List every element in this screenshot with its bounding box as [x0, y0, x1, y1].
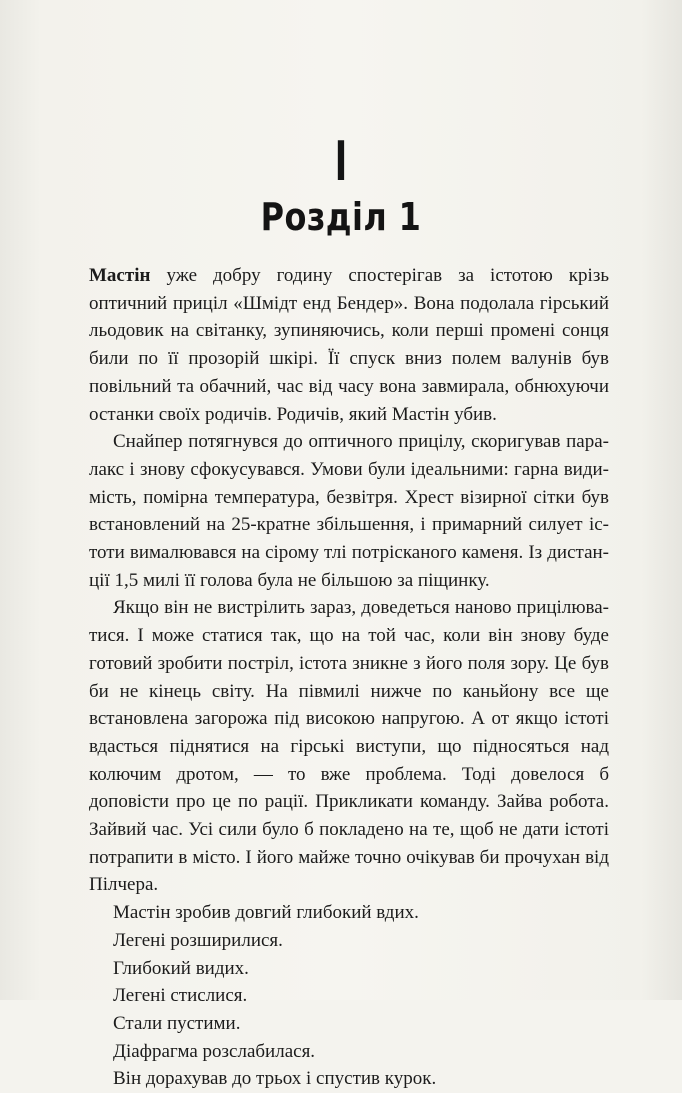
- short-line: Він дорахував до трьох і спустив курок.: [113, 1068, 437, 1090]
- chapter-title: Розділ 1: [260, 195, 422, 239]
- short-line: Стали пустими.: [113, 1012, 241, 1034]
- short-line: Легені розширилися.: [113, 929, 283, 951]
- chapter-body: [89, 262, 609, 1093]
- paragraph-1-text: уже добру годину спостерігав за істотою крізь оптичний приціл «Шмідт енд Бендер». Вона подолала гірський льодовик на світанку, зупиняючись, коли перші промені сонця били по її прозорій шкірі. Її спуск вниз полем валунів був повільний та обачний, час від часу вона завмирала, обнюхуючи останки своїх родичів. Родичів, який Мастін убив.: [89, 265, 609, 425]
- short-line: Легені стислися.: [113, 985, 248, 1007]
- paragraph-1: [89, 262, 609, 428]
- paragraph-2: Снайпер потягнувся до оптичного прицілу, скоригував паралакс і знову сфокусувався. Умови були ідеальними: гарна видимість, помірна температура, безвітря. Хрест візирної сітки був встановлений на 25-кратне збільшення, і примарний силует істоти вималювався на сірому тлі потрісканого каменя. Із дистанції 1,5 милі її голова була не більшою за піщинку.: [89, 431, 609, 591]
- short-line: Діафрагма розслабилася.: [113, 1040, 316, 1062]
- short-line: Глибокий видих.: [113, 957, 249, 979]
- chapter-number: I: [334, 130, 348, 193]
- paragraph-3: Якщо він не вистрілить зараз, доведеться наново прицілюватися. І може статися так, що на той час, коли він знову буде готовий зробити постріл, істота зникне з його поля зору. Це був би не кінець світу. На півмилі нижче по каньйону все ще встановлена загорожа під високою напругою. А от якщо істоті вдасться піднятися на гірські виступи, що підносяться над колючим дротом, — то вже проблема. Тоді довелося б доповісти про це по рації. Прикликати команду. Зайва робота. Зайвий час. Усі сили було б покладено на те, щоб не дати істоті потрапити в місто. І його майже точно очікував би прочухан від Пілчера.: [89, 597, 609, 896]
- short-line: Мастін зробив довгий глибокий вдих.: [113, 902, 419, 924]
- lead-in-word: Мастін: [89, 265, 151, 286]
